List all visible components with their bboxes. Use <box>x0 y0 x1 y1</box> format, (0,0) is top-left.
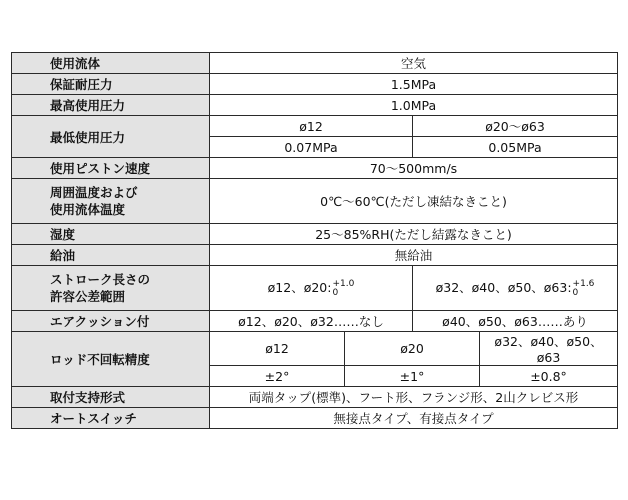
row-value: 0.07MPa <box>210 137 413 158</box>
row-label: 使用ピストン速度 <box>12 158 210 179</box>
row-value: 1.0MPa <box>210 95 618 116</box>
row-value: ±0.8° <box>480 366 618 387</box>
table-row <box>12 116 618 137</box>
row-value: 無給油 <box>210 245 618 266</box>
table-row <box>12 311 618 332</box>
row-label: 使用流体 <box>12 53 210 74</box>
row-value: 1.5MPa <box>210 74 618 95</box>
table-row <box>12 387 618 408</box>
table-row <box>12 245 618 266</box>
row-label: エアクッション付 <box>12 311 210 332</box>
tolerance-plus: +1.0 <box>332 278 355 289</box>
tolerance <box>332 280 354 298</box>
table-row <box>12 74 618 95</box>
row-value: 両端タップ(標準)、フート形、フランジ形、2山クレビス形 <box>210 387 618 408</box>
row-label: 給油 <box>12 245 210 266</box>
bore-list: ø12、ø20: <box>267 280 332 296</box>
bore-header: ø12 <box>210 116 413 137</box>
row-value: ø40、ø50、ø63……あり <box>413 311 618 332</box>
table-row <box>12 408 618 429</box>
tolerance-value <box>210 266 413 311</box>
table-row <box>12 158 618 179</box>
bore-list: ø32、ø40、ø50、ø63: <box>435 280 572 296</box>
row-value: ø12、ø20、ø32……なし <box>210 311 413 332</box>
row-value: ±1° <box>345 366 480 387</box>
tolerance-minus: 0 <box>332 287 339 298</box>
table-row <box>12 53 618 74</box>
tolerance-plus: +1.6 <box>572 278 595 289</box>
row-value: 25～85%RH(ただし結露なきこと) <box>210 224 618 245</box>
row-label: オートスイッチ <box>12 408 210 429</box>
bore-header: ø20～ø63 <box>413 116 618 137</box>
tolerance <box>573 280 595 298</box>
row-label <box>12 266 210 311</box>
row-label: 最低使用圧力 <box>12 116 210 158</box>
table-row <box>12 266 618 311</box>
label-line: 使用流体温度 <box>50 202 126 217</box>
label-line: 周囲温度および <box>50 185 138 200</box>
label-line: ストローク長さの <box>50 272 151 287</box>
table-row <box>12 179 618 224</box>
row-value: 無接点タイプ、有接点タイプ <box>210 408 618 429</box>
row-label: ロッド不回転精度 <box>12 332 210 387</box>
row-value: 0℃～60℃(ただし凍結なきこと) <box>210 179 618 224</box>
row-value: ±2° <box>210 366 345 387</box>
table-row <box>12 224 618 245</box>
bore-header: ø32、ø40、ø50、ø63 <box>480 332 618 366</box>
spec-table <box>11 52 618 429</box>
row-value: 空気 <box>210 53 618 74</box>
row-value: 70～500mm/s <box>210 158 618 179</box>
label-line: 許容公差範囲 <box>50 289 126 304</box>
row-label: 湿度 <box>12 224 210 245</box>
row-value: 0.05MPa <box>413 137 618 158</box>
row-label: 最高使用圧力 <box>12 95 210 116</box>
tolerance-value <box>413 266 618 311</box>
table-row <box>12 332 618 366</box>
tolerance-minus: 0 <box>572 287 579 298</box>
bore-header: ø12 <box>210 332 345 366</box>
bore-header: ø20 <box>345 332 480 366</box>
row-label: 保証耐圧力 <box>12 74 210 95</box>
row-label: 取付支持形式 <box>12 387 210 408</box>
row-label <box>12 179 210 224</box>
table-row <box>12 95 618 116</box>
